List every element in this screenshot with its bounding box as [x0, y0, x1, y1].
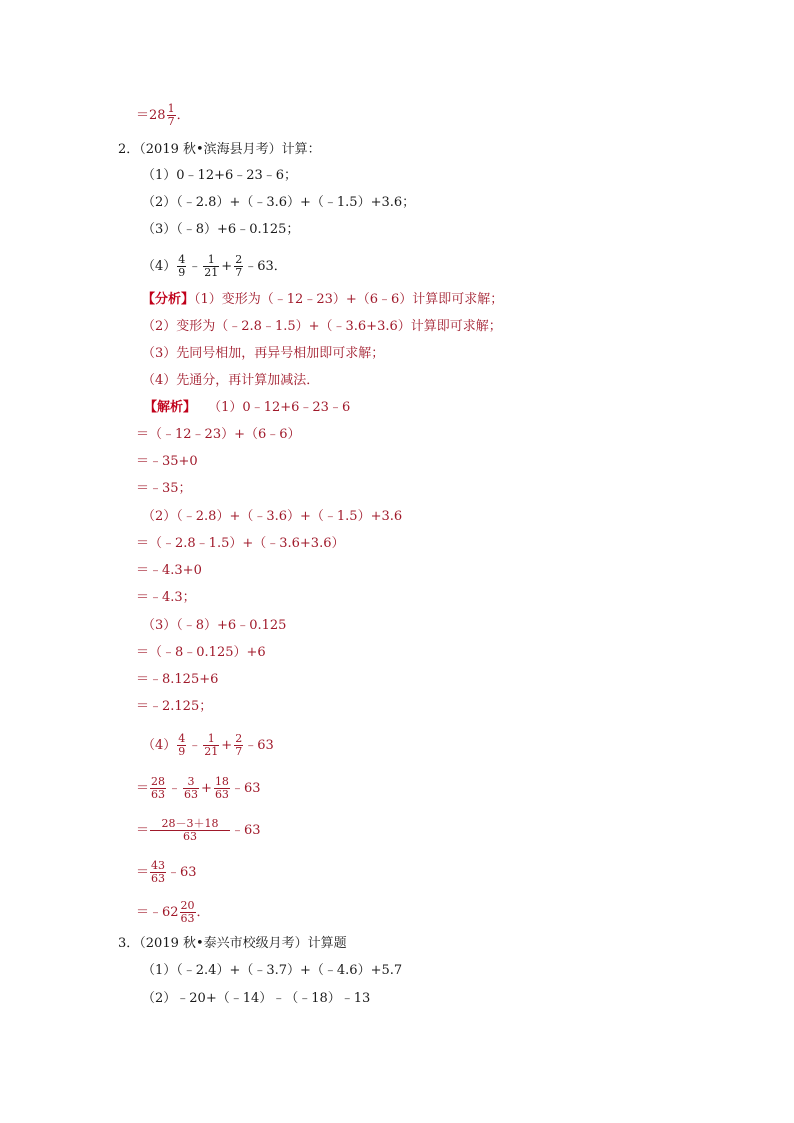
- fraction-numerator: 18: [214, 775, 229, 788]
- solution-1-step-3: ＝﹣35；: [136, 481, 192, 496]
- fraction-denominator: 7: [235, 266, 243, 279]
- fraction-denominator: 63: [150, 830, 230, 843]
- equals-sign: ＝: [136, 107, 150, 123]
- fraction: [167, 103, 176, 128]
- analysis-line-4: （4）先通分，再计算加减法．: [142, 373, 320, 388]
- question-3-part-1: （1）（﹣2.4）+（﹣3.7）+（﹣4.6）+5.7: [142, 963, 403, 978]
- expression-tail: ﹣63: [231, 822, 261, 838]
- fraction-numerator: 2: [235, 732, 243, 745]
- question-3-header: 3．（2019 秋•泰兴市校级月考）计算题: [118, 936, 347, 951]
- fraction: [150, 776, 166, 801]
- solution-4-final: [136, 900, 210, 925]
- solution-4-step-3: [136, 860, 197, 885]
- fraction-denominator: 63: [214, 788, 229, 801]
- fraction: [203, 733, 219, 758]
- fraction: [150, 860, 166, 885]
- fraction-numerator: 3: [187, 775, 195, 788]
- fraction: [214, 776, 230, 801]
- solution-4-step-1: [136, 776, 260, 801]
- fraction-numerator: 1: [207, 732, 215, 745]
- fraction-numerator: 43: [151, 859, 166, 872]
- expression-tail: ﹣63: [230, 780, 261, 796]
- fraction: [183, 776, 199, 801]
- analysis-line-2: （2）变形为（﹣2.8﹣1.5）+（﹣3.6+3.6）计算即可求解；: [142, 319, 502, 334]
- solution-head-1: [144, 399, 350, 417]
- operator: +: [221, 258, 233, 274]
- question-3-part-2: （2）﹣20+（﹣14）﹣（﹣18）﹣13: [142, 991, 371, 1006]
- previous-answer: [136, 103, 190, 128]
- fraction: [203, 254, 219, 279]
- solution-4-step-2: [136, 818, 261, 843]
- fraction-numerator: 4: [178, 253, 186, 266]
- fraction-denominator: 21: [204, 266, 219, 279]
- fraction-denominator: 9: [178, 745, 186, 758]
- analysis-text: （1）变形为（﹣12﹣23）+（6﹣6）计算即可求解；: [194, 292, 504, 307]
- part-label: （4）: [142, 258, 177, 274]
- fraction: [234, 733, 243, 758]
- fraction-denominator: 63: [184, 788, 199, 801]
- solution-3-step-3: ＝﹣2.125；: [136, 699, 213, 714]
- fraction-numerator: 20: [180, 899, 195, 912]
- analysis-tag: 【分析】: [142, 292, 195, 307]
- fraction: [180, 900, 196, 925]
- final-prefix: ＝﹣62: [136, 904, 179, 920]
- question-2-part-3: （3）（﹣8）+6﹣0.125；: [142, 222, 300, 237]
- equals-sign: ＝: [136, 864, 150, 880]
- solution-1-step-2: ＝﹣35+0: [136, 454, 198, 469]
- operator: ﹣: [168, 780, 182, 796]
- fraction-numerator: 4: [178, 732, 186, 745]
- fraction-denominator: 63: [151, 872, 166, 885]
- period: ．: [196, 904, 210, 920]
- fraction: [150, 818, 230, 843]
- solution-head-4: [142, 733, 274, 758]
- question-2-part-1: （1）0﹣12+6﹣23﹣6；: [142, 168, 298, 183]
- analysis-line-3: （3）先同号相加，再异号相加即可求解；: [142, 346, 385, 361]
- operator: +: [201, 780, 212, 796]
- solution-2-step-2: ＝﹣4.3+0: [136, 563, 202, 578]
- expression-tail: ﹣63: [244, 737, 274, 753]
- fraction: [234, 254, 243, 279]
- solution-1-step-1: ＝（﹣12﹣23）+（6﹣6）: [136, 427, 301, 442]
- question-2-header: 2．（2019 秋•滨海县月考）计算：: [118, 142, 321, 157]
- fraction-denominator: 9: [178, 266, 186, 279]
- fraction-denominator: 7: [167, 115, 175, 128]
- period: ．: [176, 107, 190, 123]
- fraction-denominator: 7: [235, 745, 243, 758]
- solution-head-3: （3）（﹣8）+6﹣0.125: [142, 618, 287, 633]
- question-2-part-4: [142, 254, 287, 279]
- solution-2-step-3: ＝﹣4.3；: [136, 590, 196, 605]
- analysis-line-1: [142, 291, 503, 309]
- fraction-denominator: 21: [204, 745, 219, 758]
- operator: ﹣: [188, 258, 202, 274]
- fraction-numerator: 1: [207, 253, 215, 266]
- fraction-numerator: 28: [151, 775, 166, 788]
- solution-head-2: （2）（﹣2.8）+（﹣3.6）+（﹣1.5）+3.6: [142, 509, 403, 524]
- operator: ﹣: [188, 737, 202, 753]
- fraction-numerator: 28－3＋18: [161, 817, 219, 830]
- solution-tag: 【解析】: [144, 400, 197, 415]
- solution-3-step-1: ＝（﹣8﹣0.125）+6: [136, 645, 266, 660]
- solution-3-step-2: ＝﹣8.125+6: [136, 672, 219, 687]
- solution-text: （1）0﹣12+6﹣23﹣6: [208, 400, 351, 415]
- mixed-whole: 28: [149, 107, 166, 123]
- fraction-numerator: 1: [167, 102, 175, 115]
- solution-2-step-1: ＝（﹣2.8﹣1.5）+（﹣3.6+3.6）: [136, 536, 345, 551]
- operator: +: [221, 737, 233, 753]
- expression-tail: ﹣63: [167, 864, 197, 880]
- equals-sign: ＝: [136, 780, 150, 796]
- fraction-denominator: 63: [151, 788, 166, 801]
- part-label: （4）: [142, 737, 177, 753]
- fraction-denominator: 63: [180, 912, 195, 925]
- fraction: [177, 254, 186, 279]
- fraction: [177, 733, 186, 758]
- fraction-numerator: 2: [235, 253, 243, 266]
- question-2-part-2: （2）（﹣2.8）+（﹣3.6）+（﹣1.5）+3.6；: [142, 195, 416, 210]
- expression-tail: ﹣63．: [244, 258, 287, 274]
- equals-sign: ＝: [136, 822, 150, 838]
